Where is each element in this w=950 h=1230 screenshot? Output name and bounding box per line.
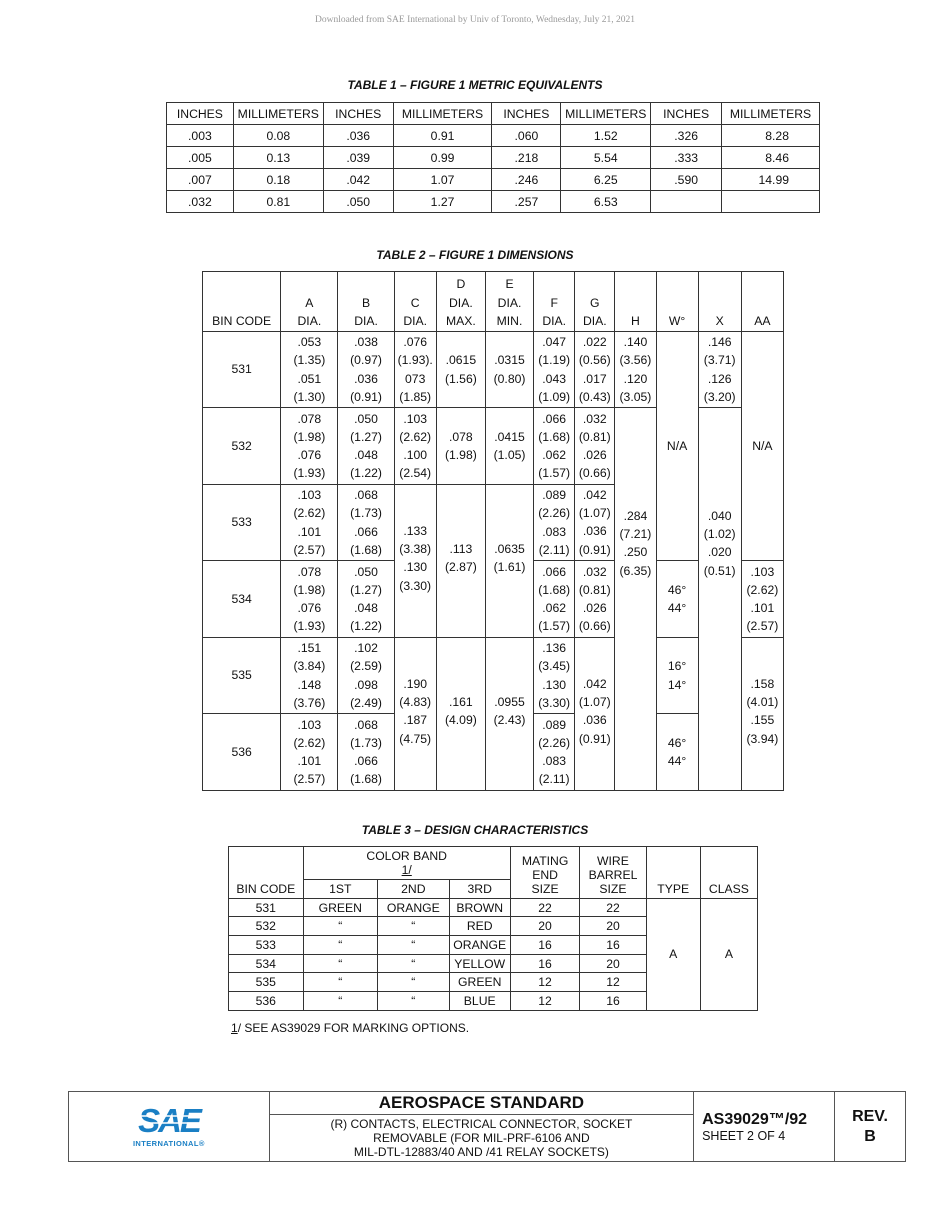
table-cell: 20 — [580, 954, 646, 973]
b-cell: .068 (1.73) .066 (1.68) — [338, 485, 394, 561]
table-cell: 6.25 — [561, 169, 651, 191]
header-h: H — [615, 272, 656, 332]
table-cell: ORANGE — [378, 898, 449, 917]
header-type: TYPE — [646, 847, 700, 899]
c-cell: .133 (3.38) .130 (3.30) — [394, 485, 436, 638]
x-cell: .146 (3.71) .126 (3.20) — [698, 332, 741, 408]
table-cell: 534 — [229, 954, 304, 973]
f-cell: .089 (2.26) .083 (2.11) — [534, 714, 575, 791]
table-cell: 0.08 — [233, 125, 323, 147]
header-cell: INCHES — [492, 103, 561, 125]
dimensions-table — [202, 271, 784, 791]
table-row — [229, 898, 758, 917]
table-cell: “ — [303, 954, 378, 973]
table-cell: 532 — [229, 917, 304, 936]
aa-cell: .103 (2.62) .101 (2.57) — [741, 561, 783, 638]
table-cell: 1.27 — [393, 191, 492, 213]
bin-code-cell: 536 — [203, 714, 281, 791]
header-cell: INCHES — [167, 103, 234, 125]
header-g-dia: G DIA. — [575, 272, 615, 332]
table-cell: GREEN — [449, 973, 510, 992]
header-bin-code: BIN CODE — [229, 847, 304, 899]
b-cell: .102 (2.59) .098 (2.49) — [338, 638, 394, 714]
revision: REV. B — [835, 1092, 906, 1162]
table3-caption: TABLE 3 – DESIGN CHARACTERISTICS — [361, 823, 589, 837]
table-cell: .005 — [167, 147, 234, 169]
metric-equivalents-table — [166, 102, 820, 213]
d-cell: .078 (1.98) — [436, 408, 485, 485]
table-cell: 8.28 — [722, 125, 820, 147]
table-cell: BROWN — [449, 898, 510, 917]
table-cell: 16 — [510, 936, 579, 955]
table-cell: “ — [303, 917, 378, 936]
table-cell: 531 — [229, 898, 304, 917]
table-cell: .036 — [323, 125, 393, 147]
e-cell: .0415 (1.05) — [485, 408, 533, 485]
a-cell: .103 (2.62) .101 (2.57) — [281, 485, 338, 561]
table-row — [203, 332, 784, 408]
table-row — [203, 638, 784, 714]
table-cell: 533 — [229, 936, 304, 955]
table-cell: “ — [378, 954, 449, 973]
table-cell: GREEN — [303, 898, 378, 917]
doc-number: AS39029™/92 — [702, 1110, 808, 1128]
color-band-label: COLOR BAND — [366, 849, 447, 863]
header-class: CLASS — [700, 847, 757, 899]
a-cell: .151 (3.84) .148 (3.76) — [281, 638, 338, 714]
bin-code-cell: 532 — [203, 408, 281, 485]
header-aa: AA — [741, 272, 783, 332]
table-cell: 14.99 — [722, 169, 820, 191]
e-cell: .0635 (1.61) — [485, 485, 533, 638]
sae-logo-subtext: INTERNATIONAL® — [132, 1139, 205, 1148]
h-cell: .140 (3.56) .120 (3.05) — [615, 332, 656, 408]
header-cell: INCHES — [323, 103, 393, 125]
color-band-footnote-ref: 1/ — [401, 863, 412, 877]
table-cell: 1.07 — [393, 169, 492, 191]
header-f-dia: F DIA. — [534, 272, 575, 332]
a-cell: .078 (1.98) .076 (1.93) — [281, 408, 338, 485]
footnote-text: / SEE AS39029 FOR MARKING OPTIONS. — [237, 1021, 470, 1035]
table-cell: .218 — [492, 147, 561, 169]
table-cell: .060 — [492, 125, 561, 147]
table-cell: YELLOW — [449, 954, 510, 973]
x-cell: .040 (1.02) .020 (0.51) — [698, 408, 741, 791]
header-color-band — [303, 847, 510, 880]
a-cell: .103 (2.62) .101 (2.57) — [281, 714, 338, 791]
table-row — [167, 147, 820, 169]
table-cell: 0.99 — [393, 147, 492, 169]
table-cell: .590 — [651, 169, 722, 191]
table-cell: .039 — [323, 147, 393, 169]
sheet-number: SHEET 2 OF 4 — [702, 1128, 786, 1143]
table-cell: “ — [378, 973, 449, 992]
g-cell: .032 (0.81) .026 (0.66) — [575, 561, 615, 638]
header-cell: MILLIMETERS — [722, 103, 820, 125]
table-cell: .333 — [651, 147, 722, 169]
header-cell: MILLIMETERS — [393, 103, 492, 125]
header-1st: 1ST — [303, 880, 378, 899]
table-cell: 20 — [580, 917, 646, 936]
g-cell: .022 (0.56) .017 (0.43) — [575, 332, 615, 408]
table-cell: 535 — [229, 973, 304, 992]
h-cell: .284 (7.21) .250 (6.35) — [615, 408, 656, 791]
table-cell: 16 — [580, 936, 646, 955]
document-description: (R) CONTACTS, ELECTRICAL CONNECTOR, SOCKET REMOVABLE (FOR MIL-PRF-6106 AND MIL-DTL-12883/40 AND /41 RELAY SOCKETS) — [269, 1115, 693, 1162]
class-cell: A — [700, 898, 757, 1010]
table-cell: 12 — [510, 992, 579, 1011]
header-wire-barrel-size: WIRE BARREL SIZE — [580, 847, 646, 899]
table-cell: “ — [378, 992, 449, 1011]
bin-code-cell: 531 — [203, 332, 281, 408]
table-header-row — [229, 847, 758, 880]
table-cell: “ — [303, 992, 378, 1011]
c-cell: .103 (2.62) .100 (2.54) — [394, 408, 436, 485]
table-cell: 16 — [510, 954, 579, 973]
table-row — [167, 191, 820, 213]
table-cell: .246 — [492, 169, 561, 191]
table-header-row — [167, 103, 820, 125]
bin-code-cell: 534 — [203, 561, 281, 638]
bin-code-cell: 533 — [203, 485, 281, 561]
w-cell: 46° 44° — [656, 561, 698, 638]
header-bin-code: BIN CODE — [203, 272, 281, 332]
table-cell: 12 — [580, 973, 646, 992]
table-cell: “ — [303, 973, 378, 992]
table-cell: 22 — [510, 898, 579, 917]
e-cell: .0315 (0.80) — [485, 332, 533, 408]
table-cell: “ — [378, 936, 449, 955]
doc-number-cell — [694, 1092, 835, 1162]
type-cell: A — [646, 898, 700, 1010]
table-cell: 1.52 — [561, 125, 651, 147]
standard-title: AEROSPACE STANDARD — [269, 1092, 693, 1115]
header-c-dia: C DIA. — [394, 272, 436, 332]
table-cell: .032 — [167, 191, 234, 213]
table-row — [167, 125, 820, 147]
table-cell: 6.53 — [561, 191, 651, 213]
header-cell: MILLIMETERS — [561, 103, 651, 125]
d-cell: .0615 (1.56) — [436, 332, 485, 408]
table-cell: 536 — [229, 992, 304, 1011]
a-cell: .078 (1.98) .076 (1.93) — [281, 561, 338, 638]
table-cell: 20 — [510, 917, 579, 936]
header-mating-end-size: MATING END SIZE — [510, 847, 579, 899]
header-d-dia: D DIA. MAX. — [436, 272, 485, 332]
table-cell: RED — [449, 917, 510, 936]
header-a-dia: A DIA. — [281, 272, 338, 332]
c-cell: .190 (4.83) .187 (4.75) — [394, 638, 436, 791]
table-cell — [722, 191, 820, 213]
f-cell: .047 (1.19) .043 (1.09) — [534, 332, 575, 408]
footnote-mark: 1 — [231, 1021, 238, 1035]
f-cell: .066 (1.68) .062 (1.57) — [534, 408, 575, 485]
table-cell: .326 — [651, 125, 722, 147]
b-cell: .038 (0.97) .036 (0.91) — [338, 332, 394, 408]
sae-logo — [133, 1104, 205, 1148]
table-row — [167, 169, 820, 191]
g-cell: .032 (0.81) .026 (0.66) — [575, 408, 615, 485]
b-cell: .050 (1.27) .048 (1.22) — [338, 561, 394, 638]
table-cell: 0.13 — [233, 147, 323, 169]
table-cell: .003 — [167, 125, 234, 147]
table-cell — [651, 191, 722, 213]
table-header-row — [203, 272, 784, 332]
w-cell: N/A — [656, 332, 698, 561]
header-x: X — [698, 272, 741, 332]
bin-code-cell: 535 — [203, 638, 281, 714]
table-cell: BLUE — [449, 992, 510, 1011]
sae-logo-mark — [134, 1104, 204, 1144]
table3-footnote — [231, 1021, 469, 1035]
table-cell: 5.54 — [561, 147, 651, 169]
g-cell: .042 (1.07) .036 (0.91) — [575, 638, 615, 791]
a-cell: .053 (1.35) .051 (1.30) — [281, 332, 338, 408]
table-cell: 16 — [580, 992, 646, 1011]
table-cell: ORANGE — [449, 936, 510, 955]
header-3rd: 3RD — [449, 880, 510, 899]
w-cell: 46° 44° — [656, 714, 698, 791]
table-cell: .042 — [323, 169, 393, 191]
header-b-dia: B DIA. — [338, 272, 394, 332]
table-cell: .007 — [167, 169, 234, 191]
w-cell: 16° 14° — [656, 638, 698, 714]
table2-caption: TABLE 2 – FIGURE 1 DIMENSIONS — [376, 248, 574, 262]
table-cell: 22 — [580, 898, 646, 917]
f-cell: .136 (3.45) .130 (3.30) — [534, 638, 575, 714]
d-cell: .113 (2.87) — [436, 485, 485, 638]
f-cell: .089 (2.26) .083 (2.11) — [534, 485, 575, 561]
b-cell: .068 (1.73) .066 (1.68) — [338, 714, 394, 791]
table-cell: 12 — [510, 973, 579, 992]
header-w: W° — [656, 272, 698, 332]
table-cell: “ — [378, 917, 449, 936]
download-watermark: Downloaded from SAE International by Univ of Toronto, Wednesday, July 21, 2021 — [314, 15, 636, 25]
table-cell: .257 — [492, 191, 561, 213]
f-cell: .066 (1.68) .062 (1.57) — [534, 561, 575, 638]
aa-cell: N/A — [741, 332, 783, 561]
header-cell: MILLIMETERS — [233, 103, 323, 125]
table-cell: .050 — [323, 191, 393, 213]
aa-cell: .158 (4.01) .155 (3.94) — [741, 638, 783, 791]
table-cell: 0.81 — [233, 191, 323, 213]
table-cell: 0.18 — [233, 169, 323, 191]
table-cell: “ — [303, 936, 378, 955]
title-block — [68, 1091, 906, 1162]
logo-cell — [69, 1092, 270, 1162]
header-e-dia: E DIA. MIN. — [485, 272, 533, 332]
d-cell: .161 (4.09) — [436, 638, 485, 791]
table1-caption: TABLE 1 – FIGURE 1 METRIC EQUIVALENTS — [347, 78, 603, 92]
header-2nd: 2ND — [378, 880, 449, 899]
c-cell: .076 (1.93). 073 (1.85) — [394, 332, 436, 408]
header-cell: INCHES — [651, 103, 722, 125]
sae-logo-wordmark: SAE — [137, 1104, 200, 1139]
b-cell: .050 (1.27) .048 (1.22) — [338, 408, 394, 485]
table-cell: 8.46 — [722, 147, 820, 169]
e-cell: .0955 (2.43) — [485, 638, 533, 791]
design-characteristics-table — [228, 846, 758, 1011]
table-cell: 0.91 — [393, 125, 492, 147]
g-cell: .042 (1.07) .036 (0.91) — [575, 485, 615, 561]
